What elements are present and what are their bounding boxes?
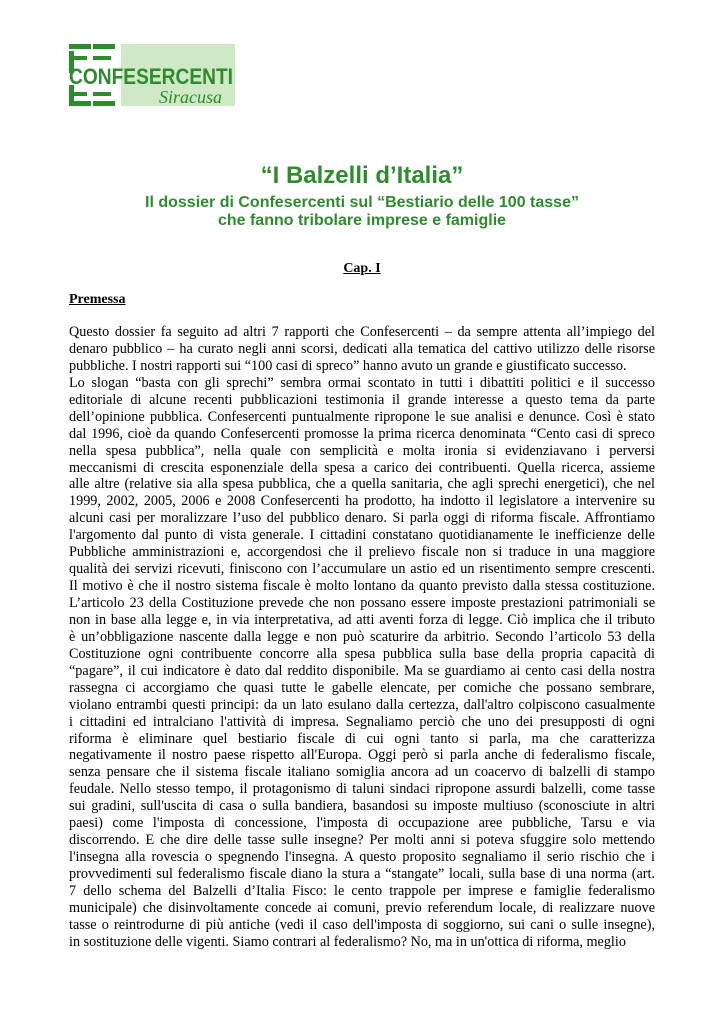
- paragraph-line: alcuni casi per moralizzare l’uso del pubblico denaro. Si parla oggi di riforma fiscale. Affrontiamo: [69, 510, 655, 527]
- paragraph-line: municipale) che disinvoltamente concede ai comuni, previo referendum locale, di realizzare nuove: [69, 899, 655, 916]
- paragraph-line: i cittadini ed intralciano l'attività di impresa. Segnaliamo perciò che uno dei presupposti di ogni: [69, 713, 655, 730]
- chapter-heading: Cap. I: [343, 261, 381, 276]
- logo-graphic: [67, 42, 237, 110]
- paragraph-line: negativamente il nostro paese rispetto all'Europa. Oggi però si parla anche di federalismo fiscale,: [69, 747, 655, 764]
- paragraph-line: l'insegna alla rovescia o spegnendo l'insegna. A questo proposito segnaliamo il serio rischio che i: [69, 849, 655, 866]
- paragraph-line: pubbliche. I nostri rapporti sui “100 casi di spreco” hanno avuto un grande e giustificato successo.: [69, 357, 627, 374]
- logo-city-text: Siracusa: [159, 87, 222, 107]
- paragraph-line: qualità dei servizi ricevuti, finiscono con l’accumulare un astio ed un risentimento sempre crescenti.: [69, 561, 655, 578]
- paragraph-line: tasse o reintrodurne di più antiche (vedi il caso dell'imposta di soggiorno, sui cani o sulle insegne),: [69, 916, 655, 933]
- paragraph-line: Pubbliche amministrazioni e, accorgendosi che il prelievo fiscale non si traduce in una maggiore: [69, 544, 655, 561]
- paragraph-line: Il motivo è che il nostro sistema fiscale è molto lontano da quanto previsto dalla stessa costituzione.: [69, 578, 655, 595]
- paragraph-line: non in base alla legge e, in via interpretativa, ad atti aventi forza di legge. Ciò implica che il tributo: [69, 611, 655, 628]
- paragraph-line: L’articolo 23 della Costituzione prevede che non possano essere imposte prestazioni patrimoniali se: [69, 595, 655, 611]
- paragraph-line: dell’opinione pubblica. Confesercenti puntualmente ripropone le sue analisi e denunce. Così è stato: [69, 408, 655, 425]
- body-paragraph: [69, 324, 655, 951]
- paragraph-line: provvedimenti sul federalismo fiscale diano la stura a “stangate” locali, sulla base di una norma (art.: [69, 866, 655, 882]
- document-title: “I Balzelli d’Italia”: [260, 162, 464, 189]
- paragraph-line: “pagare”, il cui indicatore è dato dal reddito disponibile. Ma se guardiamo ai cento casi della nostra: [69, 662, 655, 679]
- paragraph-line: Costituzione ogni contribuente concorre alla spesa pubblica sulla base della propria capacità di: [69, 645, 655, 662]
- paragraph-line: meccanismi di crescita esponenziale della spesa a carico dei contribuenti. Quella ricerca, assieme: [69, 459, 655, 476]
- paragraph-line: Questo dossier fa seguito ad altri 7 rapporti che Confesercenti – da sempre attenta all’impiego del: [69, 324, 655, 340]
- paragraph-line: senza pensare che il sistema fiscale italiano somiglia ancora ad un coacervo di balzelli di stampo: [69, 764, 655, 781]
- logo-brand-text: CONFESERCENTI: [69, 64, 233, 89]
- paragraph-line: discorrendo. E che dire delle tasse sulle insegne? Per molti anni si poteva sfuggire solo mettendo: [69, 832, 655, 849]
- paragraph-line: è un’obbligazione nascente dalla legge e non può scaturire da arbitrio. Secondo l’articolo 53 della: [69, 628, 655, 645]
- section-heading-premessa: Premessa: [69, 292, 126, 307]
- paragraph-line: in sostituzione delle vigenti. Siamo contrari al federalismo? No, ma in un'ottica di riforma, meglio: [69, 933, 626, 950]
- confesercenti-logo: [67, 42, 237, 110]
- paragraph-line: denaro pubblico – ha curato negli anni scorsi, dedicati alla tematica del cattivo utilizzo delle risorse: [69, 340, 655, 357]
- paragraph-line: rassegna ci accorgiamo che quasi tutte le gabelle elencate, per comiche che possano sembrare,: [69, 679, 655, 696]
- paragraph-line: dal 1996, cioè da quando Confesercenti promosse la prima ricerca denominata “Cento casi di spreco: [69, 425, 655, 442]
- paragraph-line: editoriale di alcune recenti pubblicazioni testimonia il grande interesse a questo tema da parte: [69, 391, 655, 408]
- paragraph-line: 7 dello schema del Balzelli d’Italia Fisco: le cento trappole per imprese e famiglie federalismo: [69, 882, 655, 899]
- paragraph-line: l'argomento dal punto di vista generale. I cittadini constatano quotidianamente le inefficienze delle: [69, 527, 655, 544]
- paragraph-line: feudale. Nello stesso tempo, il protagonismo di taluni sindaci ripropone assurdi balzelli, come tasse: [69, 781, 655, 798]
- document-subtitle-line-2: che fanno tribolare imprese e famiglie: [217, 212, 507, 229]
- paragraph-line: sui gradini, sull'uscita di casa o sulla bandiera, basandosi su imposte multiuso (sconosciute in altri: [69, 798, 655, 815]
- paragraph-line: 1999, 2002, 2005, 2006 e 2008 Confesercenti ha prodotto, ha indotto il legislatore a intervenire su: [69, 493, 655, 510]
- paragraph-line: paesi) come l'imposta di concessione, l'imposta di occupazione aree pubbliche, Tarsu e via: [69, 815, 655, 832]
- paragraph-line: Lo slogan “basta con gli sprechi” sembra ormai scontato in tutti i dibattiti politici e il successo: [69, 374, 655, 391]
- document-subtitle-line-1: Il dossier di Confesercenti sul “Bestiario delle 100 tasse”: [145, 194, 579, 211]
- paragraph-line: riforma è eliminare quel bestiario fiscale di cui ogni tanto si parla, ma che caratterizza: [69, 730, 655, 747]
- paragraph-line: violano entrambi questi principi: da un lato esulano dalla certezza, dall'altro colpiscono casualmente: [69, 696, 655, 713]
- paragraph-line: nella spesa pubblica”, nella quale con semplicità e molta ironia si evidenziavano i perversi: [69, 442, 655, 459]
- paragraph-line: alle altre (relative sia alla spesa pubblica, che a quella sanitaria, che agli sprechi energetici), che nel: [69, 476, 655, 493]
